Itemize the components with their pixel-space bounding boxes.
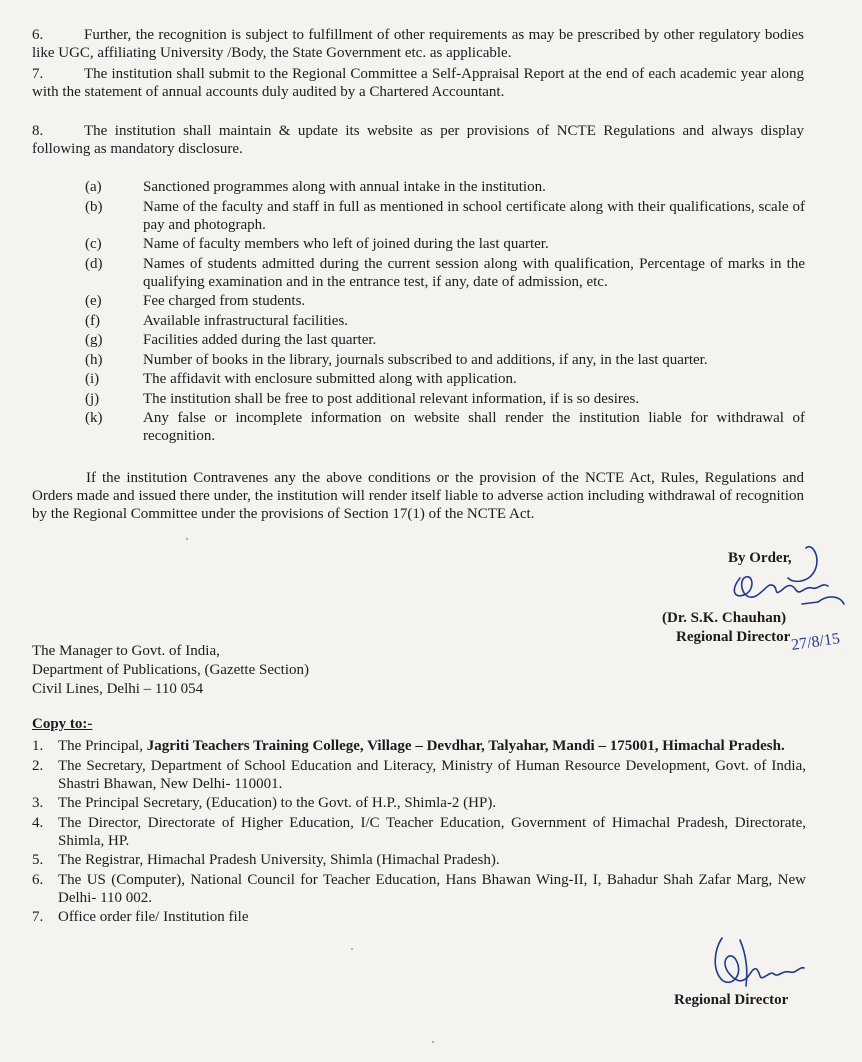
list-item <box>32 908 806 926</box>
item-label: (a) <box>85 179 102 195</box>
list-item <box>32 757 806 793</box>
item-bold-text: Jagriti Teachers Training College, Village – Devdhar, Talyahar, Mandi – 175001, Himachal Pradesh. <box>146 738 785 754</box>
list-item <box>85 370 805 388</box>
list-item <box>32 814 806 850</box>
clause-number: 6. <box>32 27 44 43</box>
contravene-paragraph: If the institution Contravenes any the above conditions or the provision of the NCTE Act, Rules, Regulations and Orders made and issued there under, the institution will render itself liable to adverse action including withdrawal of recognition by the Regional Committee under the provisions of Section 17(1) of the NCTE Act. <box>32 470 804 522</box>
item-number: 4. <box>32 814 44 831</box>
handwritten-date: 27/8/15 <box>790 630 841 654</box>
item-label: (d) <box>85 255 103 272</box>
scan-speck <box>432 1041 434 1043</box>
item-text: Sanctioned programmes along with annual intake in the institution. <box>143 179 546 195</box>
list-item <box>32 737 806 755</box>
item-text: Available infrastructural facilities. <box>143 312 349 329</box>
item-text: The Director, Directorate of Higher Education, I/C Teacher Education, Government of Himachal Pradesh, Directorate, Shimla, HP. <box>58 814 806 849</box>
signature-2 <box>700 930 810 998</box>
item-text: Facilities added during the last quarter. <box>143 332 377 348</box>
item-text: Name of the faculty and staff in full as mentioned in school certificate along with their qualifications, scale of pay and photograph. <box>143 198 805 233</box>
item-label: (f) <box>85 312 100 329</box>
item-label: (k) <box>85 410 103 426</box>
item-number: 3. <box>32 795 44 811</box>
clause-text: The institution shall submit to the Regional Committee a Self-Appraisal Report at the end of each academic year along with the statement of annual accounts duly audited by a Chartered Accountant. <box>32 66 804 100</box>
item-text: The Secretary, Department of School Education and Literacy, Ministry of Human Resource Development, Govt. of India, Shastri Bhawan, New Delhi- 110001. <box>58 757 806 792</box>
list-item <box>85 292 805 310</box>
footer-signatory-title: Regional Director <box>674 992 789 1008</box>
item-label: (i) <box>85 371 100 387</box>
item-text: Names of students admitted during the current session along with qualification, Percentage of marks in the qualifying examination and in the entrance test, if any, date of admission, etc. <box>143 255 805 290</box>
item-label: (j) <box>85 390 100 407</box>
list-item <box>85 351 805 369</box>
item-text: The Principal, <box>58 738 147 754</box>
list-item <box>32 851 806 869</box>
list-item <box>85 178 805 196</box>
item-number: 6. <box>32 871 44 888</box>
clause-8 <box>32 122 804 158</box>
list-item <box>85 235 805 253</box>
clause-7 <box>32 65 804 101</box>
clause-6 <box>32 26 804 62</box>
copy-to-heading: Copy to:- <box>32 716 93 732</box>
item-text: The Registrar, Himachal Pradesh University, Shimla (Himachal Pradesh). <box>58 852 500 868</box>
item-text: The Principal Secretary, (Education) to the Govt. of H.P., Shimla-2 (HP). <box>58 795 497 811</box>
item-label: (c) <box>85 236 102 252</box>
item-label: (h) <box>85 351 103 368</box>
item-text: The affidavit with enclosure submitted along with application. <box>143 371 517 387</box>
address-line: Civil Lines, Delhi – 110 054 <box>32 681 204 697</box>
list-item <box>85 409 805 445</box>
list-item <box>85 312 805 330</box>
item-number: 1. <box>32 738 44 754</box>
item-label: (b) <box>85 198 103 215</box>
item-text: Number of books in the library, journals subscribed to and additions, if any, in the last quarter. <box>143 351 708 368</box>
item-text: The US (Computer), National Council for Teacher Education, Hans Bhawan Wing-II, I, Bahadur Shah Zafar Marg, New Delhi- 110 002. <box>58 871 806 906</box>
item-text: Office order file/ Institution file <box>58 909 249 925</box>
address-line: The Manager to Govt. of India, <box>32 643 220 659</box>
copy-to-list <box>32 737 806 928</box>
by-order-label: By Order, <box>728 550 792 566</box>
list-item <box>32 871 806 907</box>
signatory-title: Regional Director <box>676 629 791 645</box>
address-line: Department of Publications, (Gazette Section) <box>32 662 309 678</box>
list-item <box>85 198 805 234</box>
scan-speck <box>186 538 188 540</box>
item-number: 5. <box>32 852 44 868</box>
list-item <box>85 255 805 291</box>
disclosure-list <box>85 178 805 447</box>
scan-speck <box>351 948 353 950</box>
item-text: The institution shall be free to post additional relevant information, if is so desires. <box>143 390 640 407</box>
item-number: 7. <box>32 909 44 925</box>
item-label: (g) <box>85 332 103 348</box>
list-item <box>85 331 805 349</box>
clause-text: Further, the recognition is subject to fulfillment of other requirements as may be prescribed by other regulatory bodies like UGC, affiliating University /Body, the State Government etc. as applicable. <box>32 27 804 61</box>
signatory-name: (Dr. S.K. Chauhan) <box>662 610 787 626</box>
address-block <box>32 642 309 699</box>
item-label: (e) <box>85 293 102 309</box>
clause-number: 8. <box>32 123 44 139</box>
clause-text: The institution shall maintain & update its website as per provisions of NCTE Regulations and always display following as mandatory disclosure. <box>32 123 804 157</box>
item-number: 2. <box>32 757 44 774</box>
list-item <box>85 390 805 408</box>
item-text: Any false or incomplete information on website shall render the institution liable for withdrawal of recognition. <box>143 410 805 444</box>
clause-number: 7. <box>32 66 44 82</box>
list-item <box>32 794 806 812</box>
item-text: Name of faculty members who left of joined during the last quarter. <box>143 236 549 252</box>
item-text: Fee charged from students. <box>143 293 306 309</box>
